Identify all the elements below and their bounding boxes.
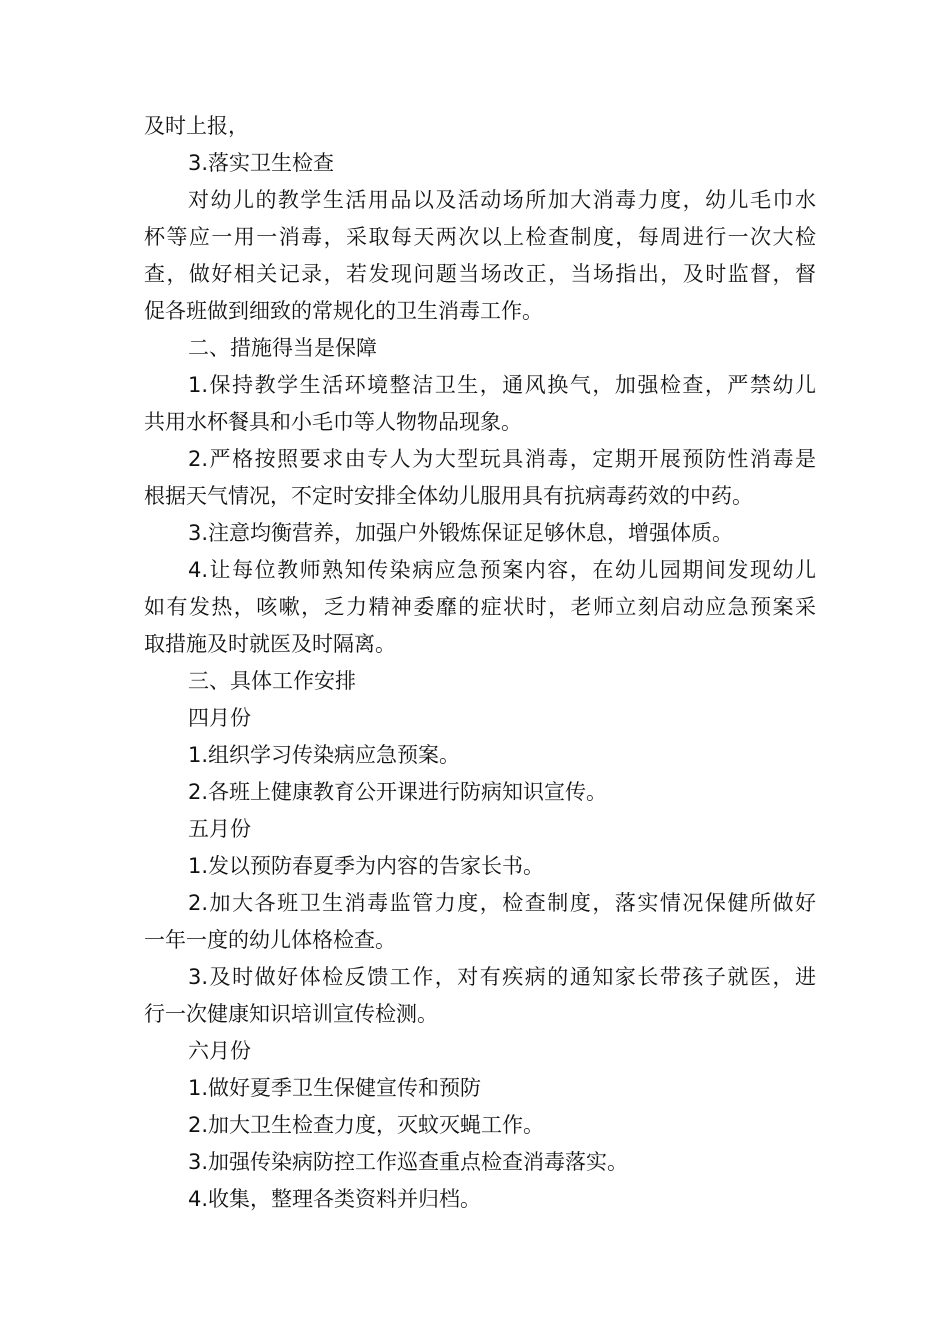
text-line: 1.发以预防春夏季为内容的告家长书。 bbox=[188, 854, 545, 878]
text-line: 3.及时做好体检反馈工作，对有疾病的通知家长带孩子就医，进 bbox=[188, 965, 816, 989]
text-line: 根据天气情况，不定时安排全体幼儿服用具有抗病毒药效的中药。 bbox=[144, 484, 753, 508]
text-line: 3.注意均衡营养，加强户外锻炼保证足够休息，增强体质。 bbox=[188, 521, 734, 545]
text-line: 行一次健康知识培训宣传检测。 bbox=[144, 1002, 438, 1026]
text-line: 1.保持教学生活环境整洁卫生，通风换气，加强检查，严禁幼儿 bbox=[188, 373, 816, 397]
text-line: 共用水杯餐具和小毛巾等人物物品现象。 bbox=[144, 410, 522, 434]
text-line: 3.落实卫生检查 bbox=[188, 151, 335, 175]
text-line: 如有发热，咳嗽，乏力精神委靡的症状时，老师立刻启动应急预案采 bbox=[144, 595, 816, 619]
text-line: 1.组织学习传染病应急预案。 bbox=[188, 743, 461, 767]
text-line: 一年一度的幼儿体格检查。 bbox=[144, 928, 396, 952]
text-line: 查，做好相关记录，若发现问题当场改正，当场指出，及时监督，督 bbox=[144, 262, 816, 286]
text-line: 4.让每位教师熟知传染病应急预案内容，在幼儿园期间发现幼儿 bbox=[188, 558, 816, 582]
text-line: 促各班做到细致的常规化的卫生消毒工作。 bbox=[144, 299, 543, 323]
section-heading: 二、措施得当是保障 bbox=[188, 336, 377, 360]
text-line: 1.做好夏季卫生保健宣传和预防 bbox=[188, 1076, 482, 1100]
text-line: 2.各班上健康教育公开课进行防病知识宣传。 bbox=[188, 780, 608, 804]
section-heading: 三、具体工作安排 bbox=[188, 669, 356, 693]
month-heading: 五月份 bbox=[188, 817, 251, 841]
month-heading: 四月份 bbox=[188, 706, 251, 730]
text-line: 4.收集，整理各类资料并归档。 bbox=[188, 1187, 482, 1211]
text-line: 2.严格按照要求由专人为大型玩具消毒，定期开展预防性消毒是 bbox=[188, 447, 816, 471]
text-line: 及时上报， bbox=[144, 114, 249, 138]
text-line: 取措施及时就医及时隔离。 bbox=[144, 632, 396, 656]
text-line: 杯等应一用一消毒，采取每天两次以上检查制度，每周进行一次大检 bbox=[144, 225, 816, 249]
month-heading: 六月份 bbox=[188, 1039, 251, 1063]
text-line: 2.加大卫生检查力度，灭蚊灭蝇工作。 bbox=[188, 1113, 545, 1137]
text-line: 对幼儿的教学生活用品以及活动场所加大消毒力度，幼儿毛巾水 bbox=[188, 188, 816, 212]
text-line: 3.加强传染病防控工作巡查重点检查消毒落实。 bbox=[188, 1150, 629, 1174]
text-line: 2.加大各班卫生消毒监管力度，检查制度，落实情况保健所做好 bbox=[188, 891, 816, 915]
document-body bbox=[144, 108, 816, 1218]
